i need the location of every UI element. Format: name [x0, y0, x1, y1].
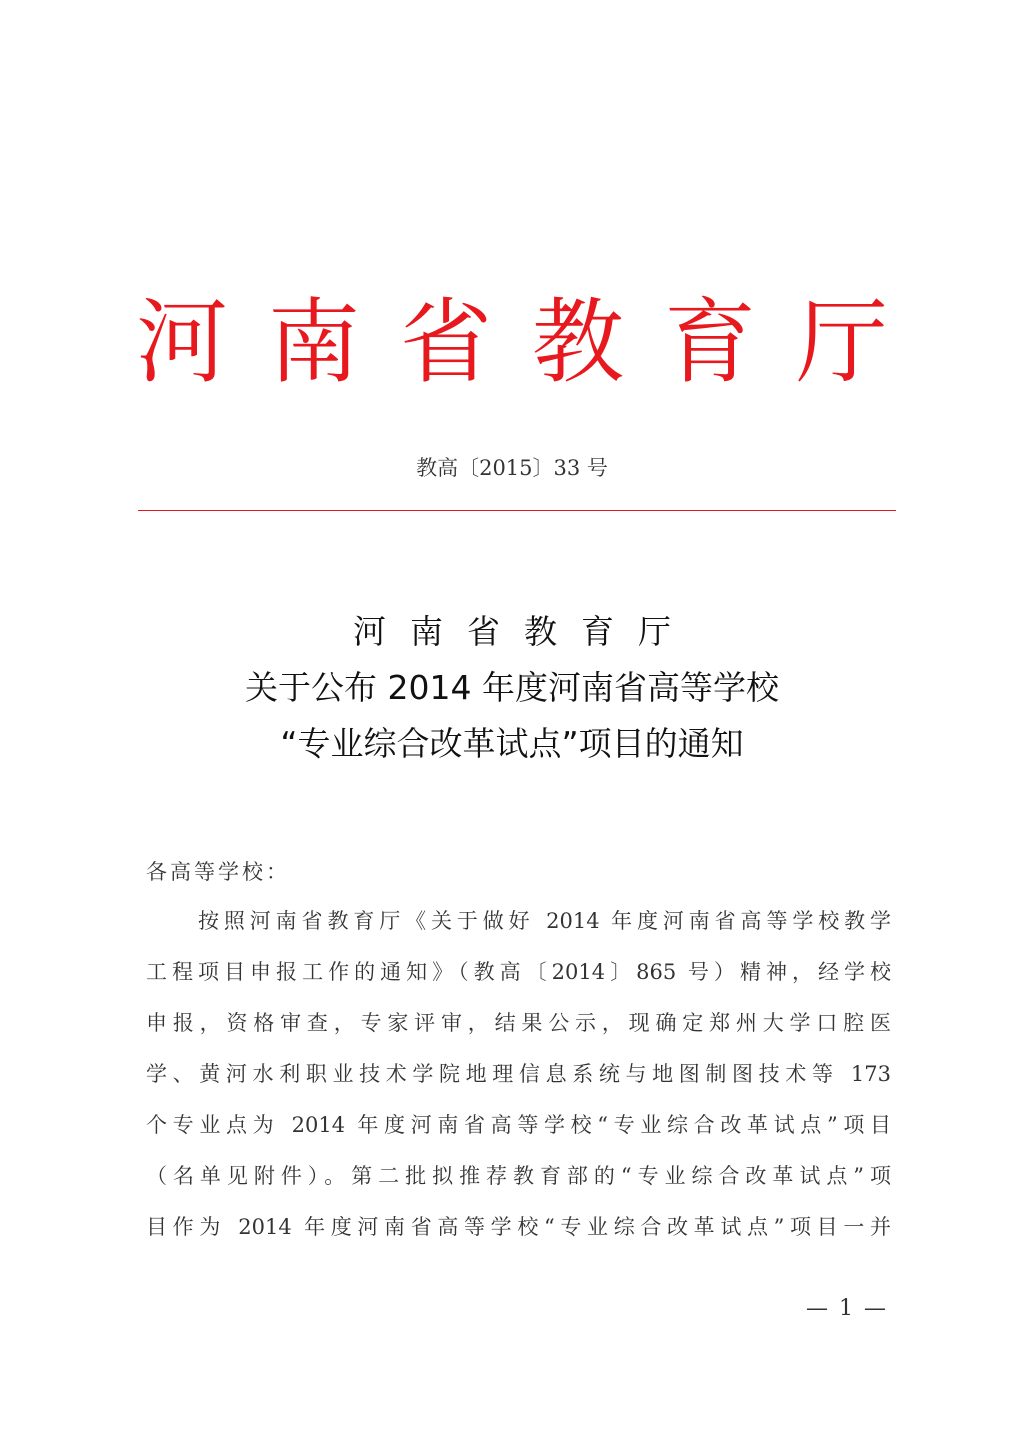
title-line-project: “专业综合改革试点”项目的通知 [280, 724, 744, 763]
body-text [146, 901, 891, 1258]
red-separator-line [138, 510, 896, 511]
body-line: 按照河南省教育厅《关于做好 2014 年度河南省高等学校教学 [198, 909, 891, 933]
document-title [0, 604, 1024, 772]
issuer-masthead: 河南省教育厅 [135, 289, 928, 396]
document-number: 教高〔2015〕33 号 [416, 456, 608, 480]
title-line-issuer: 河南省教育厅 [353, 612, 695, 651]
body-line: 工程项目申报工作的通知》（教高〔2014〕865 号）精神，经学校 [146, 960, 891, 984]
page-number: — 1 — [806, 1296, 888, 1321]
body-line: 个专业点为 2014 年度河南省高等学校“专业综合改革试点”项目 [146, 1113, 891, 1137]
title-line-subject: 关于公布 2014 年度河南省高等学校 [245, 668, 779, 707]
salutation: 各高等学校： [146, 860, 290, 884]
body-line: （名单见附件）。第二批拟推荐教育部的“专业综合改革试点”项 [146, 1164, 891, 1188]
body-line: 目作为 2014 年度河南省高等学校“专业综合改革试点”项目一并 [146, 1215, 891, 1239]
body-line: 学、黄河水利职业技术学院地理信息系统与地图制图技术等 173 [146, 1062, 891, 1086]
body-line: 申报，资格审查，专家评审，结果公示，现确定郑州大学口腔医 [146, 1011, 891, 1035]
